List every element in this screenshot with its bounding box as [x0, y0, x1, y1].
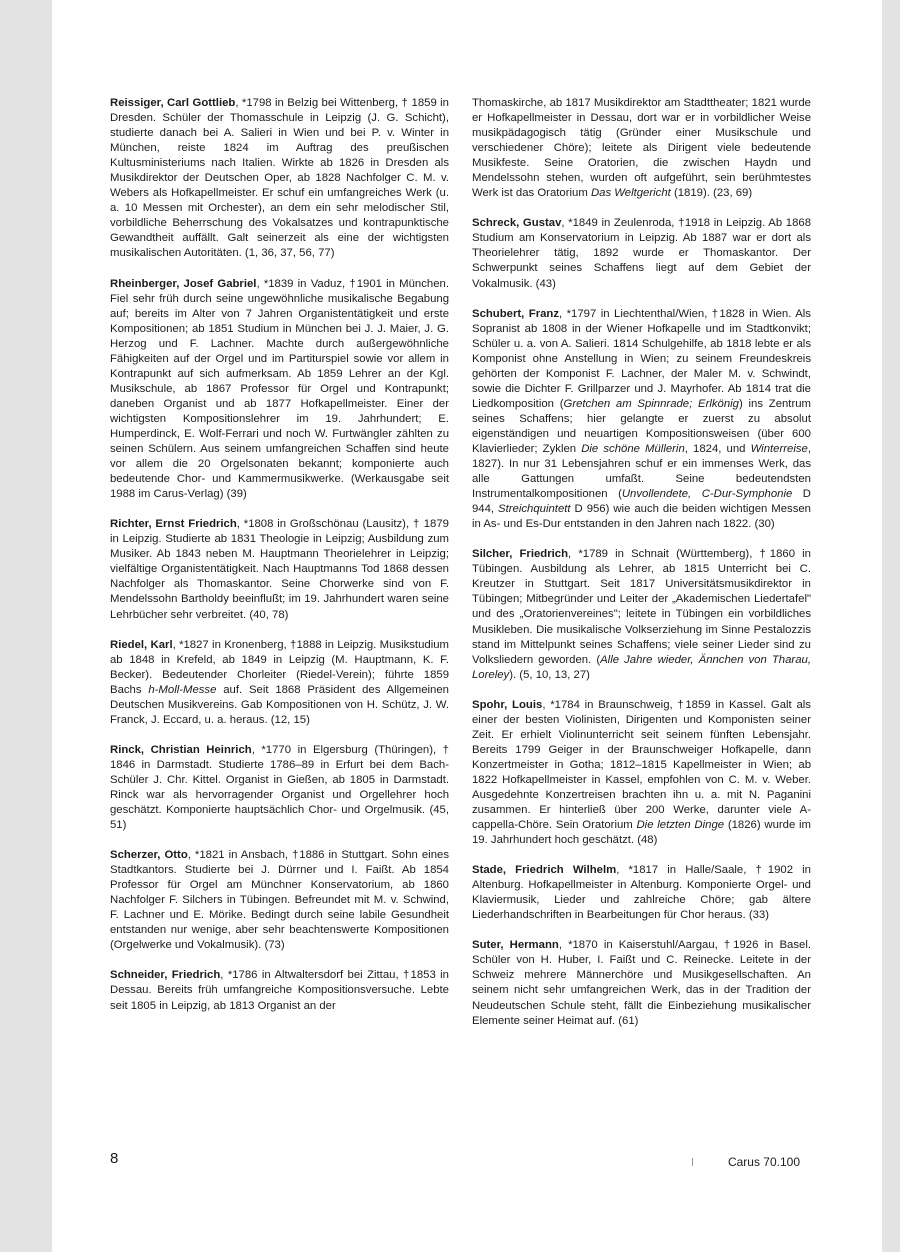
entry-text: , *1808 in Großschönau (Lausitz), † 1879 in Leipzig. Studierte ab 1831 Theologie in Leipzig; Ausbildung zum Musiker. Ab 1843 neben M. Hauptmann Theorielehrer in Leipzig; vielfältige Organistentätigkeit. Nach Hauptmanns Tod 1868 dessen Nachfolger als Thomaskantor. Seine Chorwerke sind von F. Mendelssohn Bartholdy beeinflußt; im 19. Jahrhundert waren seine Lehrbücher sehr verbreitet. (40, 78) — [110, 518, 449, 621]
entry-text: D 956) wie auch die beiden wichtigen Messen in As- und Es-Dur entstanden in den Jahren nach 1822. (30) — [472, 503, 811, 531]
entry-text: ) ins Zentrum seines Schaffens; hier gelangte er zuerst zu absolut eigenständigen und neuartigen Kompositionsweisen (über 600 Klavierlieder; Zyklen — [472, 397, 811, 455]
work-title: Winterreise — [750, 442, 808, 455]
right-column — [472, 96, 811, 1044]
left-column — [110, 96, 449, 1029]
entry-text: , *1798 in Belzig bei Wittenberg, † 1859 in Dresden. Schüler der Thomasschule in Leipzig (J. G. Schicht), studierte danach bei A. Salieri in Wien und bei P. v. Winter in München, reiste 1824 im Auftrag des preußischen Kultusministeriums nach Italien. Wirkte ab 1826 in Dresden als Musikdirektor der Deutschen Oper, ab 1828 Nachfolger C. M. v. Webers als Hofkapellmeister. Er schuf ein umfangreiches Werk (u. a. 10 Messen mit Orchester), an dem ein sehr melodischer Stil, vorbildliche Beherrschung des Vokalsatzes und kontrapunktische Gewandtheit auffällt. Galt seinerzeit als eine der wichtigsten musikalischen Autoritäten. (1, 36, 37, 56, 77) — [110, 97, 449, 260]
entry-rheinberger — [110, 277, 449, 503]
entry-schneider — [110, 968, 449, 1013]
entry-text: , 1824, und — [684, 442, 751, 455]
entry-name: Riedel, Karl — [110, 638, 173, 651]
entry-text: , *1870 in Kaiserstuhl/Aargau, †1926 in Basel. Schüler von H. Huber, I. Faißt und C. Reinecke. Leitete in der Schweiz mehrere Männerchöre und Musikgesellschaften. An seinem nicht sehr umfangreichen Werk, das in der Tradition der Neudeutschen Schule steht, fällt die Einbeziehung musikalischer Elemente seiner Heimat auf. (61) — [472, 939, 811, 1027]
entry-text: (1826) wurde im 19. Jahrhundert hoch geschätzt. (48) — [472, 819, 811, 847]
work-title: Alle Jahre wieder, Ännchen von Tharau, Loreley — [472, 653, 811, 681]
entry-text: Thomaskirche, ab 1817 Musikdirektor am Stadttheater; 1821 wurde er Hofkapellmeister in Dessau, dort war er in vorbildlicher Weise musikpädagogisch tätig (Gründer einer Musikschule und verschiedener Chöre); leitete als Dirigent viele bedeutende Musikfeste. Seine Oratorien, die zwischen Haydn und Mendelssohn stehen, wurden oft aufgeführt, sein berühmtestes Werk ist das Oratorium — [472, 97, 811, 200]
entry-name: Schreck, Gustav — [472, 217, 562, 230]
entry-richter — [110, 517, 449, 622]
entry-name: Rheinberger, Josef Gabriel — [110, 277, 257, 290]
entry-text: , *1849 in Zeulenroda, †1918 in Leipzig. Ab 1868 Studium am Konservatorium in Leipzig. Ab 1887 war er dort als Theorielehrer tätig, 1892 wurde er Thomaskantor. Der Schwerpunkt seines Schaffens liegt auf dem Gebiet der Vokalmusik. (43) — [472, 217, 812, 290]
entry-silcher — [472, 547, 811, 682]
work-title: Gretchen am Spinnrade; Erlkönig — [563, 397, 739, 410]
work-title: Die letzten Dinge — [636, 819, 725, 832]
entry-text: , *1786 in Altwaltersdorf bei Zittau, †1853 in Dessau. Bereits früh umfangreiche Kompositionsversuche. Lebte seit 1805 in Leipzig, ab 1813 Organist an der — [110, 969, 449, 1012]
entry-name: Scherzer, Otto — [110, 849, 188, 862]
entry-text: , *1817 in Halle/Saale, †1902 in Altenburg. Hofkapellmeister in Altenburg. Komponierte Orgel- und Klaviermusik, Lieder und zahlreiche Chöre; gab ältere Liederhandschriften in Bearbeitungen für Chor heraus. (33) — [472, 864, 811, 922]
entry-text: ). (5, 10, 13, 27) — [509, 668, 590, 681]
page-number: 8 — [110, 1150, 119, 1167]
entry-name: Reissiger, Carl Gottlieb — [110, 97, 236, 109]
entry-name: Stade, Friedrich Wilhelm — [472, 864, 617, 877]
work-title: Unvollendete, C-Dur-Symphonie — [621, 488, 793, 501]
entry-text: , 1827). In nur 31 Lebensjahren schuf er ein immenses Werk, das alle Gattungen umfaßt. Seine bedeutendsten Instrumentalkompositionen ( — [472, 442, 811, 501]
work-title: Das Weltgericht — [590, 187, 671, 200]
entry-name: Silcher, Friedrich — [472, 548, 569, 561]
footer-divider — [692, 1158, 693, 1166]
entry-stade — [472, 863, 811, 923]
entry-text: , *1784 in Braunschweig, †1859 in Kassel. Galt als einer der besten Violinisten, Dirigenten und Komponisten seiner Zeit. Er erhielt Violinunterricht seit seinem fünften Lebensjahr. Bereits 1799 Geiger in der Braunschweiger Hofkapelle, dann Konzertmeister in Gotha; 1812–1815 Kapellmeister in Wien; ab 1822 Hofkapellmeister in Kassel, empfohlen von C. M. v. Weber. Ausgedehnte Konzertreisen brachten ihn u. a. mit N. Paganini zusammen. Er hinterließ über 200 Werke, darunter viele A-cappella-Chöre. Sein Oratorium — [472, 698, 811, 832]
document-page — [52, 0, 882, 1252]
entry-name: Richter, Ernst Friedrich — [110, 518, 237, 531]
entry-text: auf. Seit 1868 Präsident des Allgemeinen Deutschen Musikvereins. Gab Kompositionen von H. Schütz, J. W. Franck, J. Eccard, u. a. heraus. (12, 15) — [110, 683, 449, 726]
entry-schubert — [472, 307, 811, 533]
entry-name: Schneider, Friedrich — [110, 969, 221, 982]
entry-schneider-continued — [472, 96, 811, 201]
entry-text: , *1827 in Kronenberg, †1888 in Leipzig. Musikstudium ab 1848 in Krefeld, ab 1849 in Leipzig (M. Hauptmann, K. F. Becker). Bedeutender Chorleiter (Riedel-Verein); führte 1859 Bachs — [110, 638, 449, 696]
entry-text: D 944, — [472, 488, 811, 516]
entry-name: Rinck, Christian Heinrich — [110, 743, 252, 756]
entry-suter — [472, 938, 811, 1028]
entry-text: , *1770 in Elgersburg (Thüringen), † 1846 in Darmstadt. Studierte 1786–89 in Erfurt bei dem Bach-Schüler J. Chr. Kittel. Organist in Gießen, ab 1805 in Darmstadt. Rinck war als hervorragender Organist und Orgellehrer hoch geschätzt. Komponierte hauptsächlich Chor- und Orgelmusik. (45, 51) — [110, 743, 449, 832]
entry-schreck — [472, 216, 811, 291]
entry-text: , *1821 in Ansbach, †1886 in Stuttgart. Sohn eines Stadtkantors. Studierte bei J. Dürrner und I. Faißt. Ab 1854 Professor für Orgel am Münchner Konservatorium, ab 1860 Nachfolger F. Silchers in Tübingen. Befreundet mit M. v. Schwind, F. Lachner und E. Mörike. Bedingt durch seine labile Gesundheit entstanden nur wenige, aber sehr beachtenswerte Kompositionen (Orgelwerke und Vokalmusik). (73) — [110, 849, 449, 952]
entry-name: Schubert, Franz — [472, 307, 560, 320]
catalog-number: Carus 70.100 — [727, 1155, 800, 1169]
work-title: h-Moll-Messe — [148, 683, 217, 696]
entry-spohr — [472, 698, 811, 848]
entry-name: Suter, Hermann — [472, 939, 559, 952]
entry-rinck — [110, 743, 449, 833]
entry-scherzer — [110, 848, 449, 953]
entry-text: , *1789 in Schnait (Württemberg), †1860 in Tübingen. Ausbildung als Lehrer, ab 1815 Unterricht bei C. Kreutzer in Stuttgart. Seit 1817 Universitätsmusikdirektor in Tübingen; Mitbegründer und Leiter der „Akademischen Liedertafel" und des „Oratorienvereines"; leitete in Tübingen ein vorbildliches Musikleben. Die musikalische Volkserziehung im Sinne Pestalozzis stand im Mittelpunkt seines Schaffens; viele seiner Lieder sind zu Volksliedern geworden. ( — [472, 548, 811, 666]
work-title: Streichquintett — [498, 503, 571, 516]
work-title: Die schöne Müllerin — [581, 442, 685, 455]
entry-text: , *1797 in Liechtenthal/Wien, †1828 in Wien. Als Sopranist ab 1808 in der Wiener Hofkapelle und im Stadtkonvikt; Schüler u. a. von A. Salieri. 1814 Schulgehilfe, ab 1818 lebte er als Komponist ohne Anstellung in Wien; zu seinem Freundeskreis gehörten der Komponist F. Lachner, der Maler M. v. Schwindt, sowie die Dichter F. Grillparzer und J. Mayrhofer. Ab 1814 trat die Liedkomposition ( — [472, 307, 811, 410]
entry-text: , *1839 in Vaduz, †1901 in München. Fiel sehr früh durch seine ungewöhnliche musikalische Begabung auf; bereits im Alter von 7 Jahren Organistentätigkeit und erste Kompositionen; ab 1851 Studium in München bei J. J. Maier, J. G. Herzog und F. Lachner. Machte durch außergewöhnliche Fähigkeiten auf der Orgel und im Partiturspiel sowie vor allem in Kontrapunkt auf sich aufmerksam. Ab 1859 Lehrer an der Kgl. Musikschule, ab 1867 Professor für Orgel und Kontrapunkt; daneben Organist und ab 1877 Hofkapellmeister. Einer der wichtigsten Kompositionslehrer im 19. Jahrhundert; E. Humperdinck, E. Wolf-Ferrari und noch W. Furtwängler zählten zu seinen Schülern. Aus seinem umfangreichen Schaffen sind heute vor allem die 20 Orgelsonaten bekannt; komponierte auch bedeutende Chor- und Kammermusikwerke. (Werkausgabe seit 1988 im Carus-Verlag) (39) — [110, 277, 449, 501]
entry-reissiger — [110, 96, 449, 262]
entry-text: (1819). (23, 69) — [670, 187, 753, 200]
entry-name: Spohr, Louis — [472, 698, 543, 711]
entry-riedel — [110, 638, 449, 728]
